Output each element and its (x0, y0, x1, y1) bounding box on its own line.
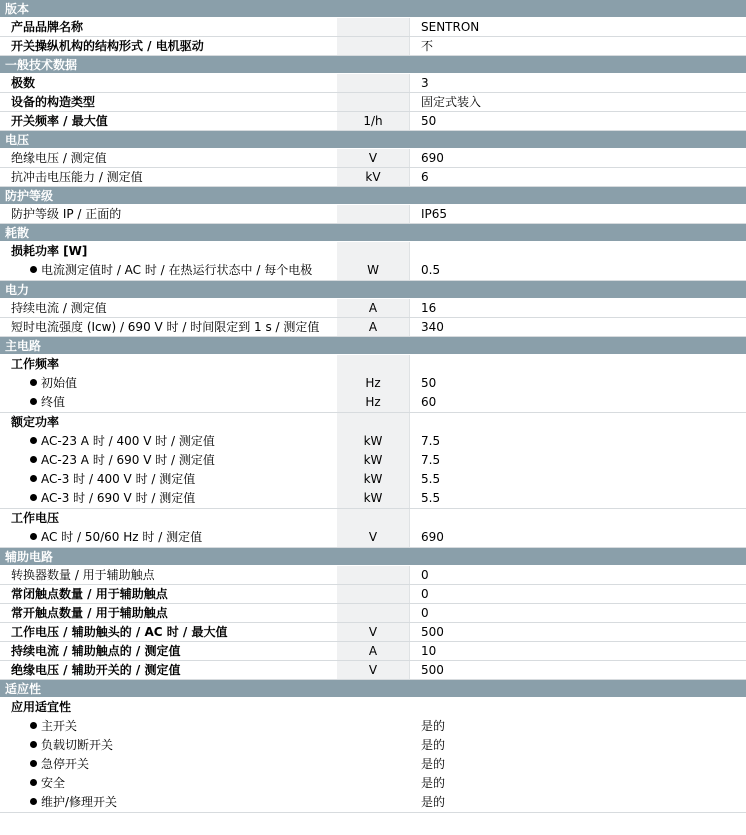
row-label-text: 常开触点数量 / 用于辅助触点 (11, 606, 168, 620)
row-label-text: 持续电流 / 测定值 (11, 301, 107, 315)
row-unit (337, 793, 410, 812)
table-row (0, 299, 746, 318)
row-label (0, 642, 337, 660)
row-label-text: AC 时 / 50/60 Hz 时 / 测定值 (41, 530, 203, 544)
row-unit: W (337, 261, 410, 280)
row-unit: kW (337, 470, 410, 489)
table-row (0, 112, 746, 131)
row-value: 340 (421, 320, 444, 334)
row-label-text: AC-3 时 / 690 V 时 / 测定值 (41, 491, 196, 505)
row-value (410, 509, 746, 528)
row-label-text: 常闭触点数量 / 用于辅助触点 (11, 587, 168, 601)
row-label (0, 736, 337, 755)
row-value: 0 (421, 606, 429, 620)
table-row (0, 74, 746, 93)
row-label-text: 安全 (41, 776, 66, 790)
row-value: SENTRON (421, 20, 480, 34)
group-label: 应用适宜性 (11, 700, 72, 714)
bullet-icon (30, 798, 37, 805)
row-label-text: 持续电流 / 辅助触点的 / 测定值 (11, 644, 181, 658)
row-label-text: 主开关 (41, 719, 78, 733)
section-header: 主电路 (0, 337, 746, 355)
row-label-text: 绝缘电压 / 辅助开关的 / 测定值 (11, 663, 181, 677)
row-label-text: 负载切断开关 (41, 738, 114, 752)
row-value (410, 413, 746, 432)
group-header (0, 242, 746, 261)
table-row (0, 736, 746, 755)
row-label (0, 489, 337, 508)
table-row (0, 604, 746, 623)
row-group (0, 413, 746, 509)
table-row (0, 566, 746, 585)
row-value: 50 (421, 376, 437, 390)
row-value: 5.5 (421, 472, 441, 486)
row-unit: A (337, 299, 410, 317)
row-label (0, 755, 337, 774)
table-row (0, 585, 746, 604)
row-unit: V (337, 661, 410, 679)
row-unit: Hz (337, 374, 410, 393)
table-row (0, 793, 746, 812)
section-header: 版本 (0, 0, 746, 18)
row-label (0, 261, 337, 280)
row-unit (337, 509, 410, 528)
row-unit: kW (337, 489, 410, 508)
row-value: 3 (421, 76, 429, 90)
row-label-text: 维护/修理开关 (41, 795, 118, 809)
section-header: 一般技术数据 (0, 56, 746, 74)
row-label (0, 205, 337, 223)
section-header: 适应性 (0, 680, 746, 698)
row-unit: kW (337, 432, 410, 451)
row-unit: A (337, 642, 410, 660)
row-value: 60 (421, 395, 437, 409)
row-unit (337, 93, 410, 111)
row-label (0, 93, 337, 111)
row-label (0, 37, 337, 55)
row-value: 10 (421, 644, 437, 658)
group-header (0, 355, 746, 374)
row-unit (337, 37, 410, 55)
bullet-icon (30, 722, 37, 729)
row-unit (337, 413, 410, 432)
row-label-text: 产品品牌名称 (11, 20, 84, 34)
row-group (0, 509, 746, 548)
row-value (410, 242, 746, 261)
row-value: 0.5 (421, 263, 441, 277)
row-value: 690 (421, 530, 444, 544)
row-value: 0 (421, 587, 429, 601)
row-unit (337, 585, 410, 603)
row-unit: V (337, 149, 410, 167)
row-value: 5.5 (421, 491, 441, 505)
group-label: 工作频率 (11, 357, 60, 371)
group-label: 额定功率 (11, 415, 60, 429)
row-unit: kW (337, 451, 410, 470)
row-value: 500 (421, 663, 444, 677)
row-value: 是的 (421, 757, 446, 771)
row-value: 是的 (421, 776, 446, 790)
row-value: 16 (421, 301, 437, 315)
row-unit: Hz (337, 393, 410, 412)
row-value: 是的 (421, 738, 446, 752)
row-label (0, 393, 337, 412)
row-value: 固定式装入 (421, 95, 482, 109)
row-unit (337, 717, 410, 736)
table-row (0, 432, 746, 451)
table-row (0, 774, 746, 793)
table-row (0, 37, 746, 56)
table-row (0, 451, 746, 470)
section-header: 防护等级 (0, 187, 746, 205)
row-unit (337, 355, 410, 374)
row-value: 是的 (421, 795, 446, 809)
row-unit (337, 242, 410, 261)
section-header: 辅助电路 (0, 548, 746, 566)
row-unit (337, 74, 410, 92)
row-value: 是的 (421, 719, 446, 733)
row-label-text: 设备的构造类型 (11, 95, 96, 109)
group-label: 损耗功率 [W] (11, 244, 88, 258)
row-value: 6 (421, 170, 429, 184)
table-row (0, 642, 746, 661)
row-value: 7.5 (421, 434, 441, 448)
row-label-text: 防护等级 IP / 正面的 (11, 207, 122, 221)
row-unit: kV (337, 168, 410, 186)
row-label-text: 绝缘电压 / 测定值 (11, 151, 107, 165)
row-label (0, 318, 337, 336)
table-row (0, 393, 746, 412)
table-row (0, 661, 746, 680)
row-unit (337, 604, 410, 622)
row-label-text: 开关频率 / 最大值 (11, 114, 108, 128)
group-header (0, 413, 746, 432)
row-label (0, 374, 337, 393)
row-label (0, 451, 337, 470)
row-label-text: 工作电压 / 辅助触头的 / AC 时 / 最大值 (11, 625, 228, 639)
row-unit (337, 566, 410, 584)
row-label-text: 初始值 (41, 376, 78, 390)
table-row (0, 528, 746, 547)
table-row (0, 318, 746, 337)
row-label-text: 短时电流强度 (Icw) / 690 V 时 / 时间限定到 1 s / 测定值 (11, 320, 320, 334)
table-row (0, 261, 746, 280)
bullet-icon (30, 533, 37, 540)
row-unit: V (337, 623, 410, 641)
row-value: 不 (421, 39, 434, 53)
row-label-text: 终值 (41, 395, 66, 409)
row-label (0, 470, 337, 489)
table-row (0, 374, 746, 393)
row-value (410, 698, 746, 717)
table-row (0, 470, 746, 489)
row-label-text: AC-23 A 时 / 400 V 时 / 测定值 (41, 434, 215, 448)
bullet-icon (30, 266, 37, 273)
table-row (0, 623, 746, 642)
row-label (0, 585, 337, 603)
row-value: 50 (421, 114, 437, 128)
row-group (0, 698, 746, 813)
bullet-icon (30, 475, 37, 482)
row-unit (337, 774, 410, 793)
bullet-icon (30, 398, 37, 405)
row-label-text: AC-3 时 / 400 V 时 / 测定值 (41, 472, 196, 486)
section-header: 耗散 (0, 224, 746, 242)
row-unit: A (337, 318, 410, 336)
row-unit: 1/h (337, 112, 410, 130)
table-row (0, 93, 746, 112)
row-group (0, 355, 746, 413)
bullet-icon (30, 456, 37, 463)
row-unit (337, 18, 410, 36)
table-row (0, 755, 746, 774)
row-label (0, 661, 337, 679)
section-header: 电力 (0, 281, 746, 299)
row-value: 7.5 (421, 453, 441, 467)
table-row (0, 149, 746, 168)
row-label-text: 电流测定值时 / AC 时 / 在热运行状态中 / 每个电极 (41, 263, 313, 277)
bullet-icon (30, 379, 37, 386)
row-unit (337, 205, 410, 223)
row-label (0, 18, 337, 36)
group-label: 工作电压 (11, 511, 60, 525)
row-label-text: 急停开关 (41, 757, 90, 771)
row-label (0, 528, 337, 547)
row-label-text: 抗冲击电压能力 / 测定值 (11, 170, 143, 184)
row-label (0, 774, 337, 793)
row-label (0, 74, 337, 92)
row-label-text: 开关操纵机构的结构形式 / 电机驱动 (11, 39, 204, 53)
row-label (0, 432, 337, 451)
row-label (0, 112, 337, 130)
group-header (0, 509, 746, 528)
row-label (0, 623, 337, 641)
table-row (0, 18, 746, 37)
bullet-icon (30, 494, 37, 501)
row-value (410, 355, 746, 374)
row-label (0, 793, 337, 812)
row-label (0, 149, 337, 167)
row-label-text: 转换器数量 / 用于辅助触点 (11, 568, 155, 582)
row-unit: V (337, 528, 410, 547)
row-label (0, 566, 337, 584)
row-label (0, 299, 337, 317)
row-label-text: 极数 (11, 76, 36, 90)
row-value: 500 (421, 625, 444, 639)
table-row (0, 717, 746, 736)
section-header: 电压 (0, 131, 746, 149)
row-label (0, 717, 337, 736)
table-row (0, 489, 746, 508)
row-unit (337, 698, 410, 717)
row-value: IP65 (421, 207, 448, 221)
row-label-text: AC-23 A 时 / 690 V 时 / 测定值 (41, 453, 215, 467)
row-label (0, 168, 337, 186)
row-label (0, 604, 337, 622)
row-value: 690 (421, 151, 444, 165)
table-row (0, 205, 746, 224)
bullet-icon (30, 779, 37, 786)
row-unit (337, 755, 410, 774)
bullet-icon (30, 760, 37, 767)
bullet-icon (30, 741, 37, 748)
row-group (0, 242, 746, 281)
row-unit (337, 736, 410, 755)
table-row (0, 168, 746, 187)
bullet-icon (30, 437, 37, 444)
row-value: 0 (421, 568, 429, 582)
group-header (0, 698, 746, 717)
